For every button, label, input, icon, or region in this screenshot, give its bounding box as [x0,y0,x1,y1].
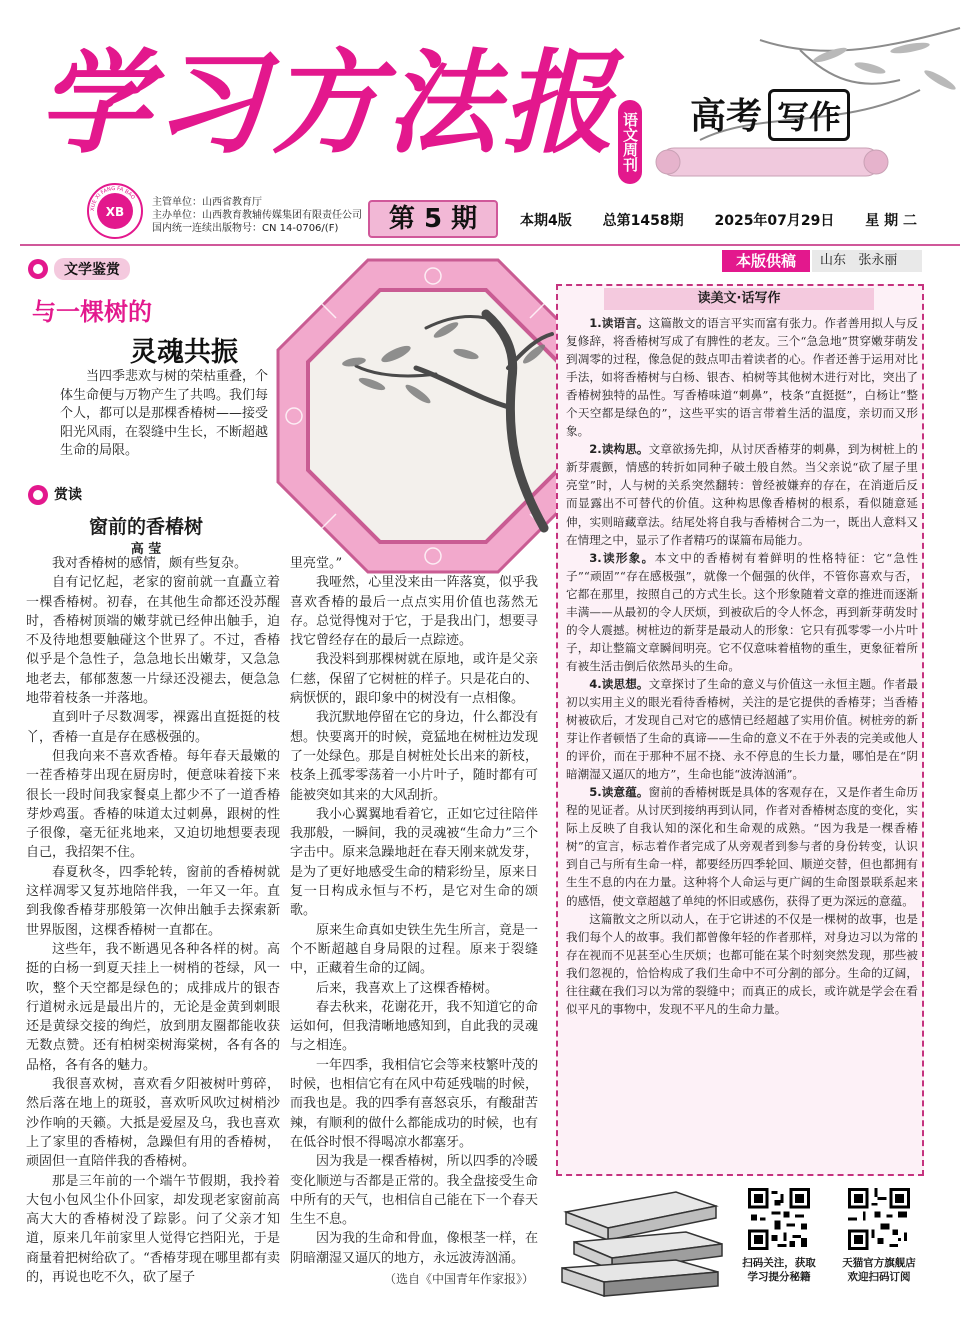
essay-title: 窗前的香椿树 [88,516,203,538]
commentary-item-text: 窗前的香椿树既是具体的客观存在，又是作者生命历程的见证者。从讨厌到接纳再到认同，作者对香椿树态度的变化，实际上反映了自我认知的深化和生命观的成熟。“因为我是一棵香椿树”的宣言，标志着作者完成了从旁观者到参与者的身份转变，认识到自己与所有生命一样，都要经历四季轮回、顺逆交替，但也都拥有生生不息的内在力量。这种将个人命运与更广阔的生命图景联系起来的感悟，使文章超越了单纯的怀旧或感伤，获得了更为深远的意蕴。 [566,785,918,908]
commentary-item-label: 3.读形象。 [589,550,655,565]
feature-title-line2: 灵魂共振 [130,337,238,368]
paragraph: 我没料到那棵树就在原地，或许是父亲仁慈，保留了它树桩的样子。只是花白的、病恹恹的，跟印象中的树没有一点相像。 [290,652,538,707]
commentary-item-text: 这篇散文的语言平实而富有张力。作者善用拟人与反复修辞，将香椿树写成了有脾性的老友。三个“急急地”贯穿嫩芽萌发到凋零的过程，像急促的鼓点叩击着读者的心。作者还善于运用对比手法，如将香椿树与白杨、银杏、柏树等其他树木进行对比，突出了香椿树独特的品性。写香椿味道“刺鼻”，枝条“直挺挺”，白杨让“整个天空都是绿色的”，这些平实的语言带着生活的温度，亲切而又形象。 [566,316,918,439]
issue-number: 第 5 期 [368,200,498,238]
commentary-item-label: 1.读语言。 [589,316,649,330]
header-divider [20,244,960,246]
qr-code-store[interactable] [848,1188,910,1250]
qr-caption-line: 扫码关注，获取 [742,1257,816,1269]
books-illustration [556,1172,726,1298]
section-tag-reading [28,484,82,505]
weekday: 星 期 二 [865,213,918,229]
essay-column-1 [26,554,280,1287]
publication-info [152,196,362,235]
commentary-item [566,783,918,909]
logo-ring-text: XUE XI FANG FA BAO [89,185,136,212]
qr-caption-line: 欢迎扫码订阅 [847,1271,911,1283]
newspaper-logo [86,182,144,240]
paragraph: 但我向来不喜欢香椿。每年春天最嫩的一茬香椿芽出现在厨房时，便意味着接下来很长一段时间我家餐桌上都少不了一道香椿芽炒鸡蛋。香椿的味道太过刺鼻，跟树的性子很像，毫无征兆地来，又迫切地想要表现自己，我招架不住。 [26,748,280,861]
paragraph: 春夏秋冬，四季轮转，窗前的香椿树就这样凋零又复苏地陪伴我，一年又一年。直到我像香椿芽那般第一次伸出触手去探索新世界版图，这棵香椿树一直都在。 [26,864,280,938]
paragraph: 后来，我喜欢上了这棵香椿树。 [316,980,499,996]
newspaper-title: 学习方法报 [38,39,618,169]
commentary-item [566,549,918,675]
book-icon [28,259,48,279]
commentary-item-text: 文章欲扬先抑，从讨厌香椿芽的刺鼻，到为树桩上的新芽震颤，情感的转折如同种子破土般自然。当父亲说“砍了屋子里亮堂”时，人与树的关系突然翻转：曾经被嫌弃的存在，在消逝后反而显露出不可替代的价值。这种构思像香椿树的根系，看似随意延伸，实则暗藏章法。结尾处将自我与香椿树合二为一，既出人意料又在情理之中，显示了作者精巧的谋篇布局能力。 [566,442,918,547]
qr-caption-store [824,1256,934,1284]
qr-caption-follow [724,1256,834,1284]
commentary-item-label: 5.读意蕴。 [589,785,649,800]
feature-title-line1: 与一棵树的 [32,298,152,326]
issue-date: 2025年07月29日 [714,213,835,229]
commentary-heading: 读美文·话写作 [604,288,874,310]
reading-icon [28,485,48,505]
commentary-closing: 这篇散文之所以动人，在于它讲述的不仅是一棵树的故事，也是我们每个人的故事。我们都曾像年轻的作者那样，对身边习以为常的存在视而不见甚至心生厌烦；也都可能在某个时刻突然发现，那些被我们忽视的，恰恰构成了我们生命中不可分割的部分。生命的辽阔，往往藏在我们习以为常的裂缝中；而真正的成长，或许就是学会在看似平凡的事物中，发现不平凡的生命力量。 [566,911,918,1016]
paragraph: 那是三年前的一个端午节假期，我拎着大包小包风尘仆仆回家，却发现老家窗前高高大大的香椿树没了踪影。问了父亲才知道，原来几年前家里人觉得它挡阳光，于是商量着把树给砍了。“香椿芽现在哪里都有卖的，再说也吃不久，砍了屋子 [26,1173,280,1285]
section-tag-literature [28,258,130,280]
qr-code-follow[interactable] [748,1188,810,1250]
paragraph: 这些年，我不断遇见各种各样的树。高挺的白杨一到夏天挂上一树梢的苍绿，风一吹，整个天空都是绿色的；成排成片的银杏行道树永远是最出片的，无论是金黄到刺眼还是黄绿交接的绚烂，放到朋友圈都能收获无数点赞。还有柏树栾树海棠树，各有各的品格，各有各的魅力。 [26,941,280,1073]
byline-author: 山东 张永丽 [812,250,922,272]
reading-tag-label: 赏读 [54,487,82,503]
commentary-item [566,440,918,548]
commentary-text [566,314,918,1018]
essay-source: （选自《中国青年作家报》） [384,1272,535,1286]
paragraph: 我沉默地停留在它的身边，什么都没有想。快要离开的时候，竟猛地在树桩边发现了一处绿色。那是自树桩处长出来的新枝，枝条上孤零零荡着一小片叶子，随时都有可能被突如其来的大风刮折。 [290,710,538,803]
essay-author: 高 莹 [130,542,162,557]
paragraph: 原来生命真如史铁生先生所言，竟是一个不断超越自身局限的过程。原来于裂缝中，正藏着生命的辽阔。 [290,922,538,977]
octagon-window-painting [276,258,590,574]
logo-initials: XB [105,205,125,219]
paragraph: 我哑然，心里没来由一阵落寞，似乎我喜欢香椿的最后一点点实用价值也荡然无存。总觉得愧对于它，于是我出门，想要寻找它曾经存在的最后一点踪迹。 [290,575,538,649]
paragraph: 自有记忆起，老家的窗前就一直矗立着一棵香椿树。初春，在其他生命都还没苏醒时，香椿树顶端的嫩芽就已经伸出触手，迫不及待地想要触碰这个世界了。不过，香椿似乎是个急性子，急急地长出嫩芽，又急急地老去，郁郁葱葱一片绿还没褪去，便急急地带着枝条一并落地。 [26,575,280,707]
commentary-item [566,675,918,783]
section-tag-label: 文学鉴赏 [54,258,130,280]
byline-tag: 本版供稿 [722,250,810,272]
paragraph: 我很喜欢树，喜欢看夕阳被树叶剪碎，然后落在地上的斑驳，喜欢听风吹过树梢沙沙作响的天籁。大抵是爱屋及乌，我也喜欢上了家里的香椿树，急躁但有用的香椿树，顽固但一直陪伴我的香椿树。 [26,1077,280,1170]
paragraph: 春去秋来，花谢花开，我不知道它的命运如何，但我清晰地感知到，自此我的灵魂与之相连。 [290,999,538,1054]
paragraph: 我对香椿树的感情，颇有些复杂。 [52,556,248,571]
masthead [0,0,980,190]
section-name-b: 写作 [768,89,850,141]
edition-count: 本期4版 [520,213,572,229]
commentary-item-label: 2.读构思。 [589,442,649,457]
qr-caption-line: 天猫官方旗舰店 [842,1257,916,1269]
paragraph: 因为我的生命和骨血，像根茎一样，在阴暗潮湿又逼仄的地方，永远波涛汹涌。 [290,1231,538,1266]
paragraph: 里亮堂。” [290,556,343,571]
supervisor-line: 主管单位：山西省教育厅 [152,197,262,208]
essay-column-2 [290,554,538,1268]
sponsor-line: 主办单位：山西教育教辅传媒集团有限责任公司 [152,210,362,221]
issue-meta [520,210,943,230]
weekly-tag: 语文周刊 [618,100,642,184]
paragraph: 一年四季，我相信它会等来枝繁叶茂的时候，也相信它有在风中苟延残喘的时候，而我也是。我的四季有喜怒哀乐，有酸甜苦辣，有顺利的做什么都能成功的时候，也有在低谷时恨不得喝凉水都塞牙。 [290,1057,538,1150]
commentary-item-text: 文章探讨了生命的意义与价值这一永恒主题。作者最初以实用主义的眼光看待香椿树，关注的是它提供的香椿芽；当香椿树被砍后，才发现自己对它的感情已经超越了实用价值。树桩旁的新芽让作者顿悟了生命的真谛——生命的意义不在于外表的完美或他人的评价，而在于那种不屈不挠、永不停息的生长力量，哪怕是在“阴暗潮湿又逼仄的地方”，生命也能“波涛汹涌”。 [566,676,918,782]
serial-number-line: 国内统一连续出版物号：CN 14-0706/(F) [152,223,339,234]
section-name [690,88,850,141]
paragraph: 我小心翼翼地看着它，正如它过往陪伴我那般，一瞬间，我的灵魂被“生命力”三个字击中。原来急躁地赶在春天刚来就发芽，是为了更好地感受生命的精彩纷呈，原来日复一日构成永恒与不朽，是它对生命的颂歌。 [290,806,538,919]
feature-intro: 当四季悲欢与树的荣枯重叠，个体生命便与万物产生了共鸣。我们每个人，都可以是那棵香椿树——接受阳光风雨，在裂缝中生长，不断超越生命的局限。 [60,369,269,458]
paragraph: 因为我是一棵香椿树，所以四季的冷暖变化顺逆与否都是正常的。我全盘接受生命中所有的天气，也相信自己能在下一个春天生生不息。 [290,1154,538,1228]
commentary-item-text: 本文中的香椿树有着鲜明的性格特征：它“急性子”“顽固”“存在感极强”，就像一个倔强的伙伴，不管你喜欢与否，它都在那里，按照自己的方式生长。这个形象随着文章的推进而逐渐丰满——从最初的令人厌烦，到被砍后的令人怀念，再到新芽萌发时的令人震撼。树桩边的新芽是最动人的形象：它只有孤零零一小片叶子，却让整篇文章瞬间明亮。它不仅意味着植物的重生，更象征着所有被生活击倒后依然昂头的生命。 [566,550,918,673]
paragraph: 直到叶子尽数凋零，裸露出直挺挺的枝丫，香椿一直是存在感极强的。 [26,710,280,745]
section-name-a: 高考 [690,96,763,137]
commentary-item-label: 4.读思想。 [589,676,649,691]
commentary-item [566,314,918,440]
total-issue: 总第1458期 [602,213,684,229]
qr-caption-line: 学习提分秘籍 [747,1271,811,1283]
